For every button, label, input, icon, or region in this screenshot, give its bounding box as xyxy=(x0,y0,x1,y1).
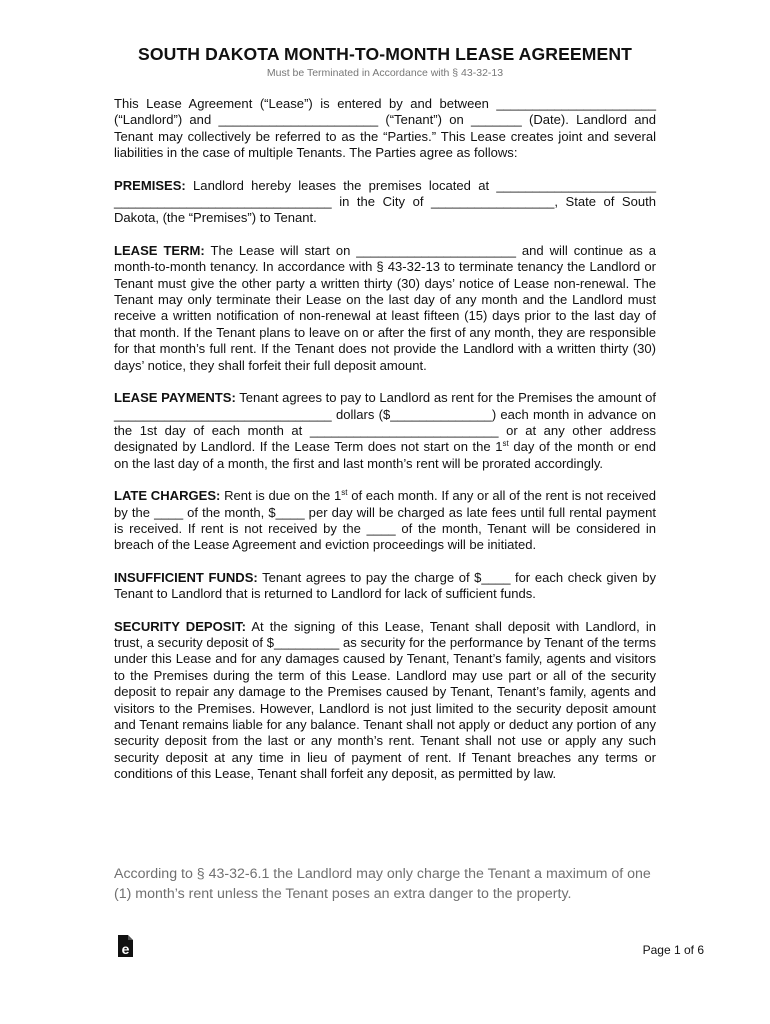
insufficient-funds-text: Tenant agrees to pay the charge of $____ for each check given by Tenant to Landlord that is returned to Landlord for lack of sufficient funds. xyxy=(114,569,656,602)
svg-text:e: e xyxy=(121,941,130,957)
insufficient-funds-paragraph xyxy=(114,570,656,603)
lease-payments-superscript: st xyxy=(502,439,509,449)
late-charges-heading: LATE CHARGES: xyxy=(114,488,221,504)
eforms-logo-icon xyxy=(116,934,135,958)
lease-payments-paragraph xyxy=(114,390,656,472)
document-body xyxy=(114,96,656,799)
premises-paragraph xyxy=(114,178,656,227)
lease-payments-text-2: day of the month or end on the last day of a month, the first and last month’s rent will be prorated accordingly. xyxy=(114,439,657,471)
premises-heading: PREMISES: xyxy=(114,177,186,193)
deposit-limit-note: According to § 43-32-6.1 the Landlord may only charge the Tenant a maximum of one (1) month’s rent unless the Tenant poses an extra danger to the property. xyxy=(114,866,651,902)
lease-payments-heading: LEASE PAYMENTS: xyxy=(114,390,236,406)
late-charges-superscript: st xyxy=(341,488,348,498)
page-number: Page 1 of 6 xyxy=(642,943,704,957)
lease-term-heading: LEASE TERM: xyxy=(114,242,205,258)
insufficient-funds-heading: INSUFFICIENT FUNDS: xyxy=(114,569,258,585)
intro-paragraph: This Lease Agreement (“Lease”) is entered by and between ______________________ (“Landlord”) and ______________________ (“Tenant”) on _______ (Date). Landlord and Tenant may collectively be referred to as the “Parties.” This Lease creates joint and several liabilities in the case of multiple Tenants. The Parties agree as follows: xyxy=(114,96,656,161)
document-title: SOUTH DAKOTA MONTH-TO-MONTH LEASE AGREEMENT xyxy=(138,44,632,64)
lease-term-text: The Lease will start on ______________________ and will continue as a month-to-month tenancy. In accordance with § 43-32-13 to terminate tenancy the Landlord or Tenant must give the other party a written thirty (30) days’ notice of Lease non-renewal. The Tenant may only terminate their Lease on the last day of any month and the Landlord must receive a written notification of non-renewal at least fifteen (15) days prior to the last day of that month. If the Tenant plans to leave on or after the first of any month, they are responsible for that month’s full rent. If the Tenant does not provide the Landlord with a written thirty (30) days’ notice, they shall forfeit their full deposit amount. xyxy=(114,242,656,373)
document-subtitle: Must be Terminated in Accordance with § 43-32-13 xyxy=(266,67,504,79)
security-deposit-text: At the signing of this Lease, Tenant shall deposit with Landlord, in trust, a security deposit of $_________ as security for the performance by Tenant of the terms under this Lease and for any damages caused by Tenant, Tenant’s family, agents and visitors to the Premises during the term of this Lease. Landlord may use part or all of the security deposit to repair any damage to the Premises caused by Tenant, Tenant’s family, agents and visitors to the Premises. However, Landlord is not just limited to the security deposit amount and Tenant remains liable for any balance. Tenant shall not apply or deduct any portion of any security deposit from the last or any month’s rent. Tenant shall not use or apply any such security deposit at any time in lieu of payment of rent. If Tenant breaches any terms or conditions of this Lease, Tenant shall forfeit any deposit, as permitted by law. xyxy=(114,618,656,782)
late-charges-text-1: Rent is due on the 1 xyxy=(220,488,342,504)
lease-payments-text-1: Tenant agrees to pay to Landlord as rent for the Premises the amount of ______________________________ dollars ($______________) each month in advance on the 1st day of each month at __________________________ or at any other address designated by Landlord. If the Lease Term does not start on the 1 xyxy=(114,390,656,455)
premises-text: Landlord hereby leases the premises located at ______________________ ______________________________ in the City of _________________, State of South Dakota, (the “Premises”) to Tenant. xyxy=(114,177,656,226)
late-charges-text-2: of each month. If any or all of the rent is not received by the ____ of the month, $____ per day will be charged as late fees until full rental payment is received. If rent is not received by the ____ of the month, Tenant will be considered in breach of the Lease Agreement and eviction proceedings will be initiated. xyxy=(114,488,656,553)
security-deposit-heading: SECURITY DEPOSIT: xyxy=(114,618,246,634)
late-charges-paragraph xyxy=(114,488,656,554)
security-deposit-paragraph xyxy=(114,619,656,783)
lease-term-paragraph xyxy=(114,243,656,374)
